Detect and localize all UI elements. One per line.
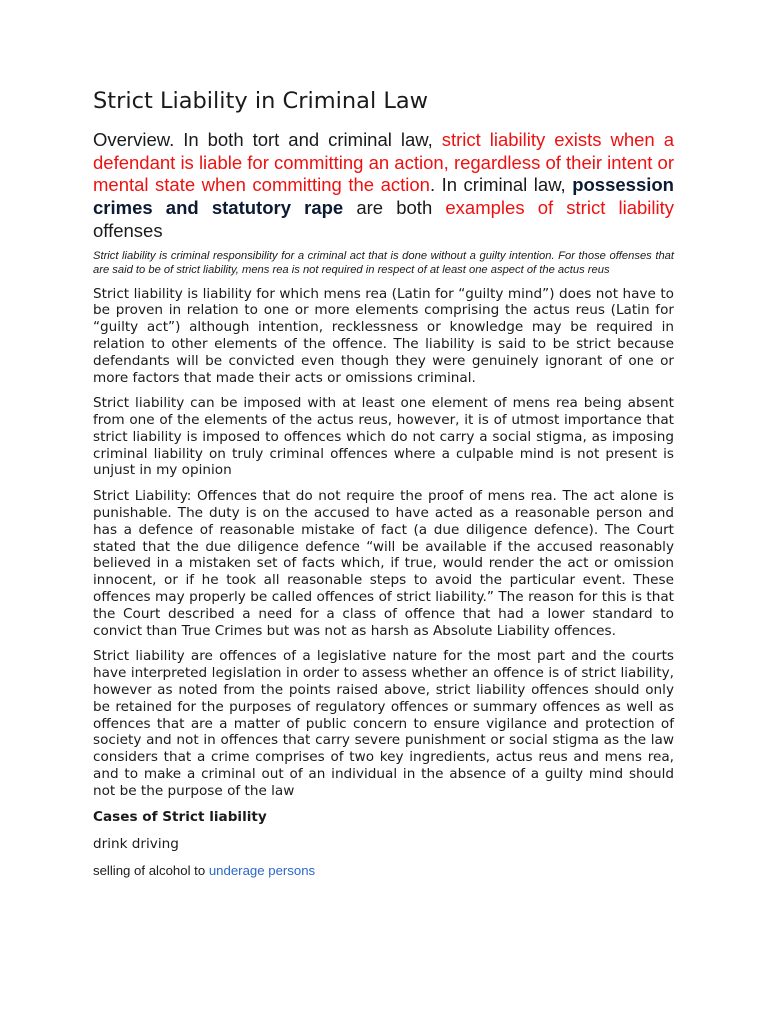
overview-paragraph xyxy=(93,129,674,243)
overview-text-4: offenses xyxy=(93,219,163,241)
body-paragraph-2: Strict liability can be imposed with at least one element of mens rea being absent from one of the elements of the actus reus, however, it is of utmost importance that strict liability is imposed to offences which do not carry a social stigma, as imposing criminal liability on truly criminal offences where a culpable mind is not present is unjust in my opinion xyxy=(93,395,674,479)
overview-highlight-definition: strict liability exists when a defendant is liable for committing an action, regardless of their intent or mental state when committing the action xyxy=(93,129,675,196)
overview-highlight-examples: examples of strict liability xyxy=(445,197,674,219)
overview-intro: Overview. In both tort and criminal law, xyxy=(93,129,442,150)
case-item-alcohol-text: selling of alcohol to xyxy=(93,862,209,878)
overview-bold-crimes: possession crimes and statutory rape xyxy=(93,174,674,219)
cases-heading: Cases of Strict liability xyxy=(93,808,267,825)
document-title: Strict Liability in Criminal Law xyxy=(93,88,429,114)
italic-definition-note: Strict liability is criminal responsibility for a criminal act that is done without a guilty intention. For those offenses that are said to be of strict liability, mens rea is not required in respect of at least one aspect of the actus reus xyxy=(93,249,674,276)
case-item-drink-driving: drink driving xyxy=(93,835,179,852)
body-paragraph-3: Strict Liability: Offences that do not require the proof of mens rea. The act alone is punishable. The duty is on the accused to have acted as a reasonable person and has a defence of reasonable mistake of fact (a due diligence defence). The Court stated that the due diligence defence “will be available if the accused reasonably believed in a mistaken set of facts which, if true, would render the act or omission innocent, or if he took all reasonable steps to avoid the particular event. These offences may properly be called offences of strict liability.” The reason for this is that the Court described a need for a class of offence that had a lower standard to convict than True Crimes but was not as harsh as Absolute Liability offences. xyxy=(93,488,674,639)
overview-text-3: are both xyxy=(343,197,446,219)
case-item-alcohol xyxy=(93,862,674,879)
body-paragraph-1: Strict liability is liability for which mens rea (Latin for “guilty mind”) does not have to be proven in relation to one or more elements comprising the actus reus (Latin for “guilty act”) although intention, recklessness or knowledge may be required in relation to other elements of the offence. The liability is said to be strict because defendants will be convicted even though they were genuinely ignorant of one or more factors that made their acts or omissions criminal. xyxy=(93,285,674,386)
overview-text-2: . In criminal law, xyxy=(429,174,573,196)
underage-persons-link[interactable]: underage persons xyxy=(208,862,316,878)
body-paragraph-4: Strict liability are offences of a legislative nature for the most part and the courts have interpreted legislation in order to assess whether an offence is of strict liability, however as noted from the points raised above, strict liability offences should only be retained for the purposes of regulatory offences or summary offences as well as offences that are a matter of public concern to ensure vigilance and protection of society and not in offences that carry severe punishment or social stigma as the law considers that a crime comprises of two key ingredients, actus reus and mens rea, and to make a criminal out of an individual in the absence of a guilty mind should not be the purpose of the law xyxy=(93,648,674,799)
